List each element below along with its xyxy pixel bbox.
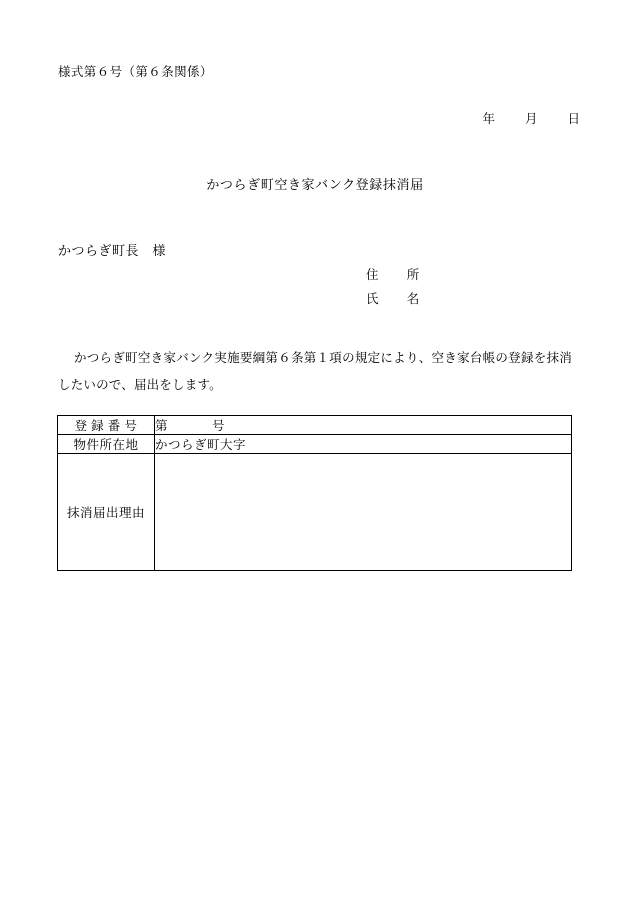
date-day-label: 日 — [567, 112, 580, 126]
date-line — [400, 109, 580, 127]
date-month-label: 月 — [524, 112, 538, 126]
body-paragraph: かつらぎ町空き家バンク実施要綱第６条第１項の規定により、空き家台帳の登録を抹消したいので、届出をします。 — [58, 351, 572, 392]
applicant-address-label: 住 所 — [366, 268, 420, 282]
addressee: かつらぎ町長 様 — [58, 243, 167, 258]
form-number: 様式第６号（第６条関係） — [58, 65, 213, 79]
cancellation-reason-value[interactable] — [155, 454, 572, 571]
registration-number-label: 登 録 番 号 — [58, 416, 155, 435]
cancellation-reason-label: 抹消届出理由 — [58, 454, 155, 571]
applicant-name-row — [366, 287, 426, 311]
table-row — [58, 416, 572, 435]
table-row — [58, 435, 572, 454]
property-location-label: 物件所在地 — [58, 435, 155, 454]
property-location-value[interactable]: かつらぎ町大字 — [155, 435, 572, 454]
applicant-name-label: 氏 名 — [366, 292, 420, 306]
applicant-fields — [366, 263, 426, 311]
registration-number-value[interactable] — [155, 416, 572, 435]
registration-number-prefix: 第 — [155, 419, 169, 433]
registration-table — [57, 415, 572, 571]
registration-number-suffix: 号 — [212, 419, 226, 433]
table-row — [58, 454, 572, 571]
applicant-address-row — [366, 263, 426, 287]
page-title: かつらぎ町空き家バンク登録抹消届 — [206, 177, 424, 192]
date-year-label: 年 — [482, 112, 495, 126]
